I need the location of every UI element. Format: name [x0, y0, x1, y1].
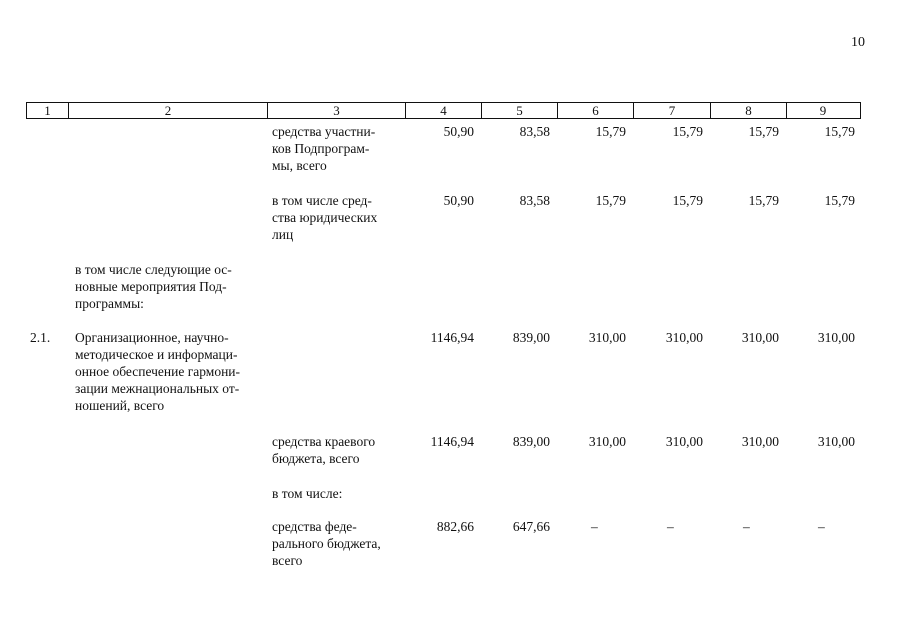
row-value-col6: 310,00 — [588, 434, 626, 449]
header-col-8: 8 — [710, 103, 786, 118]
row-value-col6: 15,79 — [595, 124, 626, 139]
row-value-col7: 310,00 — [665, 330, 703, 345]
row-value-col9: 310,00 — [817, 434, 855, 449]
row-value-col4: 50,90 — [443, 124, 474, 139]
row-value-col6: 15,79 — [595, 193, 626, 208]
row-value-col6: 310,00 — [588, 330, 626, 345]
row-value-col5: 839,00 — [512, 434, 550, 449]
header-col-1: 1 — [44, 103, 51, 118]
row-value-col4: 1146,94 — [430, 434, 474, 449]
row-value-col5: 647,66 — [512, 519, 550, 534]
row-value-col8: – — [743, 519, 750, 534]
row-value-col7: – — [667, 519, 674, 534]
row-value-col8: 310,00 — [741, 330, 779, 345]
row-value-col4: 50,90 — [443, 193, 474, 208]
row-number: 2.1. — [30, 330, 51, 345]
header-col-7: 7 — [633, 103, 710, 118]
row-value-col8: 15,79 — [748, 124, 779, 139]
row-value-col6: – — [591, 519, 598, 534]
row-description: Организационное, научно- методическое и информаци- онное обеспечение гармони- зации межнациональных от- ношений, всего — [75, 330, 241, 413]
row-value-col9: 15,79 — [824, 193, 855, 208]
header-col-2: 2 — [68, 103, 267, 118]
row-value-col9: 310,00 — [817, 330, 855, 345]
row-value-col8: 15,79 — [748, 193, 779, 208]
row-source: средства краевого бюджета, всего — [272, 434, 376, 466]
row-value-col4: 882,66 — [436, 519, 474, 534]
row-value-col4: 1146,94 — [430, 330, 474, 345]
header-col-5: 5 — [481, 103, 557, 118]
row-value-col5: 83,58 — [519, 124, 550, 139]
row-value-col7: 15,79 — [672, 193, 703, 208]
row-value-col5: 83,58 — [519, 193, 550, 208]
row-value-col9: 15,79 — [824, 124, 855, 139]
row-value-col7: 15,79 — [672, 124, 703, 139]
table-header-row — [26, 102, 861, 119]
row-source: в том числе: — [272, 486, 343, 501]
row-source: в том числе сред- ства юридических лиц — [272, 193, 378, 242]
row-value-col5: 839,00 — [512, 330, 550, 345]
row-source: средства феде- рального бюджета, всего — [272, 519, 381, 568]
header-col-4: 4 — [405, 103, 481, 118]
row-value-col7: 310,00 — [665, 434, 703, 449]
row-source: средства участни- ков Подпрограм- мы, всего — [272, 124, 376, 173]
header-col-9: 9 — [786, 103, 859, 118]
header-col-3: 3 — [267, 103, 405, 118]
row-value-col8: 310,00 — [741, 434, 779, 449]
row-value-col9: – — [818, 519, 825, 534]
header-col-6: 6 — [557, 103, 633, 118]
row-description: в том числе следующие ос- новные мероприятия Под- программы: — [75, 262, 232, 311]
page-number: 10 — [851, 35, 865, 50]
